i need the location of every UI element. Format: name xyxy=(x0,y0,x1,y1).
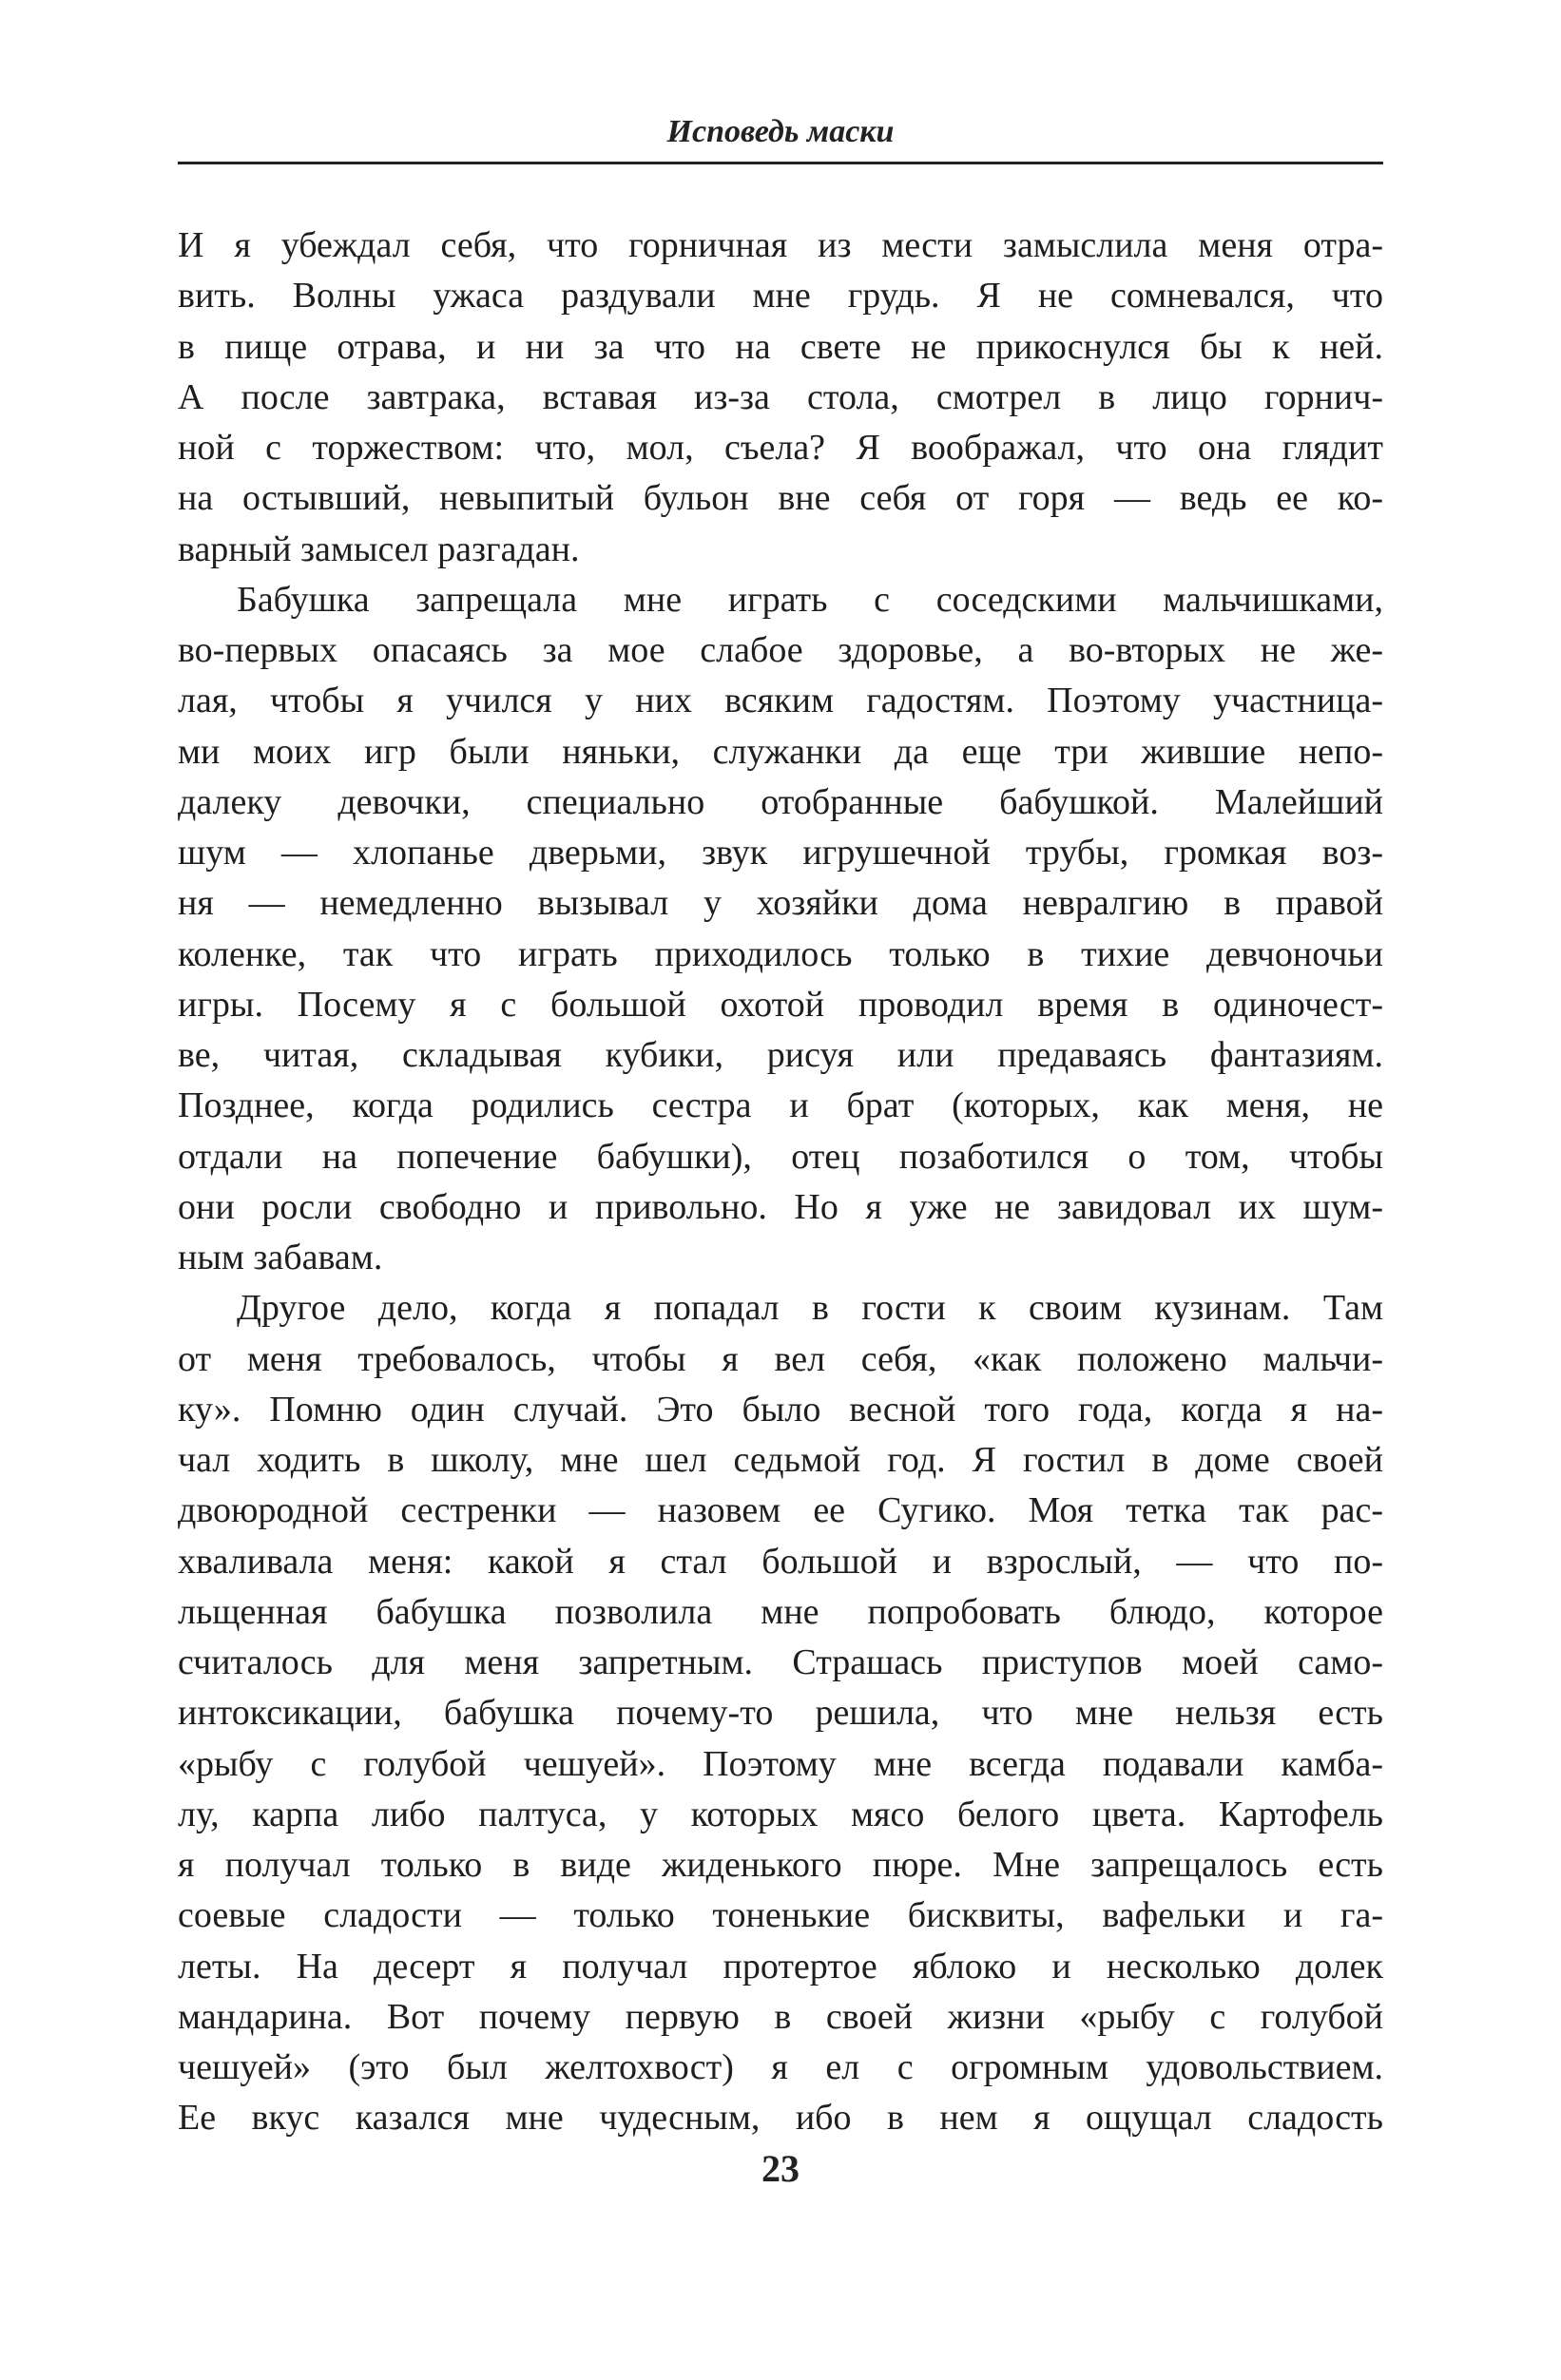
text-line: ной с торжеством: что, мол, съела? Я воображал, что она глядит xyxy=(178,428,1383,468)
text-line: чешуей» (это был желтохвост) я ел с огромным удовольствием. xyxy=(178,2047,1383,2087)
text-line: коленке, так что играть приходилось только в тихие девчоночьи xyxy=(178,933,1383,974)
text-line: интоксикации, бабушка почему-то решила, что мне нельзя есть xyxy=(178,1693,1383,1734)
text-line: лу, карпа либо палтуса, у которых мясо белого цвета. Картофель xyxy=(178,1794,1383,1834)
text-line: Ее вкус казался мне чудесным, ибо в нем я ощущал сладость xyxy=(178,2098,1383,2139)
text-line: во-первых опасаясь за мое слабое здоровье, а во-вторых не же- xyxy=(178,630,1383,670)
text-line: И я убеждал себя, что горничная из мести замыслила меня отра- xyxy=(178,225,1383,265)
text-line: «рыбу с голубой чешуей». Поэтому мне всегда подавали камба- xyxy=(178,1743,1383,1784)
text-line: Позднее, когда родились сестра и брат (которых, как меня, не xyxy=(178,1085,1383,1126)
text-line: отдали на попечение бабушки), отец позаботился о том, чтобы xyxy=(178,1136,1383,1177)
text-line: на остывший, невыпитый бульон вне себя от горя — ведь ее ко- xyxy=(178,478,1383,519)
page-number: 23 xyxy=(761,2147,800,2190)
text-line: в пище отрава, и ни за что на свете не прикоснулся бы к ней. xyxy=(178,326,1383,367)
text-line: ным забавам. xyxy=(178,1238,383,1277)
text-line: ку». Помню один случай. Это было весной того года, когда я на- xyxy=(178,1389,1383,1430)
running-head: Исповедь маски xyxy=(666,114,895,149)
text-line: ня — немедленно вызывал у хозяйки дома невралгию в правой xyxy=(178,883,1383,924)
text-line: ве, читая, складывая кубики, рисуя или предаваясь фантазиям. xyxy=(178,1035,1383,1075)
text-line: Другое дело, когда я попадал в гости к своим кузинам. Там xyxy=(237,1288,1383,1329)
text-line: Бабушка запрещала мне играть с соседскими мальчишками, xyxy=(237,579,1383,620)
body-text xyxy=(178,221,1383,2144)
text-line: далеку девочки, специально отобранные бабушкой. Малейший xyxy=(178,781,1383,822)
text-line: от меня требовалось, чтобы я вел себя, «как положено мальчи- xyxy=(178,1338,1383,1379)
text-line: ми моих игр были няньки, служанки да еще три жившие непо- xyxy=(178,731,1383,772)
text-line: А после завтрака, вставая из-за стола, смотрел в лицо горнич- xyxy=(178,376,1383,417)
text-line: лая, чтобы я учился у них всяким гадостям. Поэтому участница- xyxy=(178,681,1383,721)
text-line: соевые сладости — только тоненькие бисквиты, вафельки и га- xyxy=(178,1895,1383,1936)
text-line: мандарина. Вот почему первую в своей жизни «рыбу с голубой xyxy=(178,1996,1383,2037)
text-line: варный замысел разгадан. xyxy=(178,528,580,569)
text-line: шум — хлопанье дверьми, звук игрушечной трубы, громкая воз- xyxy=(178,833,1383,873)
text-line: считалось для меня запретным. Страшась приступов моей само- xyxy=(178,1642,1383,1682)
text-line: чал ходить в школу, мне шел седьмой год. Я гостил в доме своей xyxy=(178,1440,1383,1480)
text-line: они росли свободно и привольно. Но я уже не завидовал их шум- xyxy=(178,1186,1383,1227)
text-line: я получал только в виде жиденького пюре. Мне запрещалось есть xyxy=(178,1845,1383,1885)
text-line: леты. На десерт я получал протертое яблоко и несколько долек xyxy=(178,1946,1383,1987)
text-line: льщенная бабушка позволила мне попробовать блюдо, которое xyxy=(178,1591,1383,1632)
header-rule xyxy=(178,162,1383,164)
text-line: хваливала меня: какой я стал большой и взрослый, — что по- xyxy=(178,1541,1383,1582)
text-line: двоюродной сестренки — назовем ее Сугико. Моя тетка так рас- xyxy=(178,1490,1383,1531)
text-line: игры. Посему я с большой охотой проводил время в одиночест- xyxy=(178,984,1383,1025)
text-line: вить. Волны ужаса раздували мне грудь. Я не сомневался, что xyxy=(178,276,1383,317)
